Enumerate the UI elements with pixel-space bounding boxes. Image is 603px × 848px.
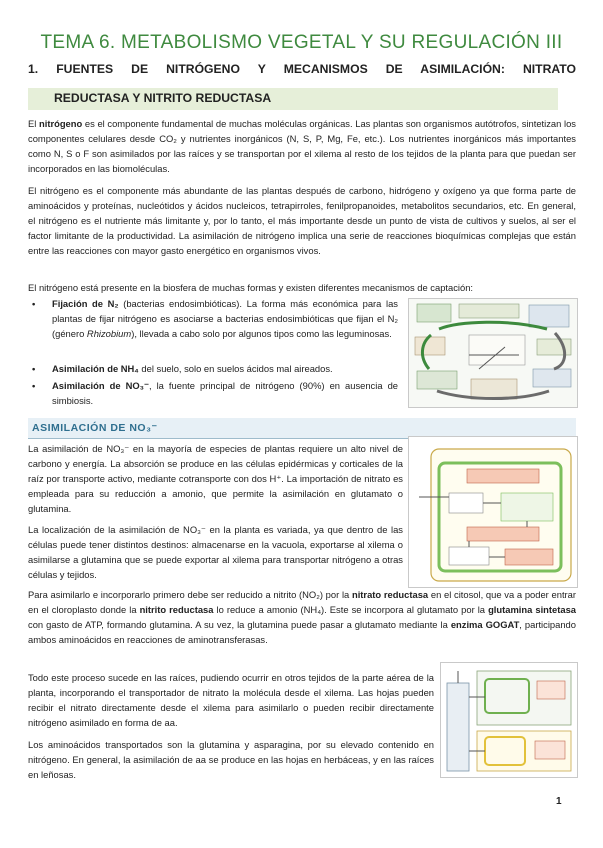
paragraph-root-process: Todo este proceso sucede en las raíces, pudiendo ocurrir en otros tejidos de la parte aérea de la planta, incorporando el transportador de nitrato la molécula desde el xilema. Las hojas pueden recibir el nitrato directamente desde el xilema para asimilarlo o pueden recibir directamente nitrógeno asimilado en forma de aa. xyxy=(28,672,434,729)
cell-nitrate-assimilation-figure xyxy=(408,436,578,588)
paragraph-no3-location: La localización de la asimilación de NO₃⁻ en la planta es variada, ya que dentro de las células puede tener distintos destinos: almacenarse en la vacuola, exportarse al xilema o asimilarse a glutamina que se puede exportar al xilema para transportar nitrógeno a otras células y tejidos. xyxy=(28,524,403,581)
section-heading-band xyxy=(28,88,558,110)
paragraph-nitrogen-intro: El nitrógeno es el componente fundamental de muchas moléculas orgánicas. Las plantas son organismos autótrofos, sintetizan los componentes celulares desde CO₂ y nutrientes inorgánicos (N, S, P, Mg, Fe, etc.). Los nutrientes inorgánicos más importantes como N, S o F son asimilados por las raíces y se transportan por el xilema al resto de los tejidos de la planta para que puedan ser incorporados en las biomoléculas. xyxy=(28,118,576,175)
bullet-no3-assimilation: • Asimilación de NO₃⁻, la fuente principal de nitrógeno (90%) en ausencia de simbiosis. xyxy=(52,378,398,408)
bullet-nh4-assimilation: • Asimilación de NH₄ del suelo, solo en suelos ácidos mal aireados. xyxy=(52,361,398,376)
root-leaf-transport-figure xyxy=(440,662,578,778)
nitrogen-cycle-figure xyxy=(408,298,578,408)
section-heading-line1: 1. FUENTES DE NITRÓGENO Y MECANISMOS DE ASIMILACIÓN: NITRATO xyxy=(28,62,576,76)
paragraph-nitrogen-abundance: El nitrógeno es el componente más abundante de las plantas después de carbono, hidrógeno y oxígeno ya que forma parte de aminoácidos y proteínas, nucleótidos y ácidos nucleicos, tetrapirroles, fenilpropanoides, metabolitos secundarios, etc. En general, el nitrógeno es el nutriente más limitante y, por lo tanto, el más importante desde un punto de vista de cultivos y suelos, al ser el factor limitante de la productividad. La asimilación de nitrógeno implica una serie de reacciones bioquímicas complejas que están entre las reacciones con mayor gasto energético en organismos vivos. xyxy=(28,185,576,257)
page-title: TEMA 6. METABOLISMO VEGETAL Y SU REGULACIÓN III xyxy=(40,32,563,53)
section-heading-line2: REDUCTASA Y NITRITO REDUCTASA xyxy=(54,91,272,105)
paragraph-nitrate-reduction: Para asimilarlo e incorporarlo primero debe ser reducido a nitrito (NO₂) por la nitrato reductasa en el citosol, que va a poder entrar en el cloroplasto donde la nitrito reductasa lo reduce a amonio (NH₄). Este se incorpora al glutamato por la glutamina sintetasa con gasto de ATP, formando glutamina. A su vez, la glutamina puede pasar a glutamato mediante la enzima GOGAT, participando ambos aminoácidos en reacciones de aminotransferasas. xyxy=(28,589,577,646)
paragraph-capture-mechanisms: El nitrógeno está presente en la biosfera de muchas formas y existen diferentes mecanismos de captación: xyxy=(28,282,474,293)
page-number: 1 xyxy=(556,796,562,807)
paragraph-no3-uptake: La asimilación de NO₃⁻ en la mayoría de especies de plantas requiere un alto nivel de carbono y energía. La absorción se produce en las células epidérmicas y corticales de la raíz por transporte activo, mediante cotransporte con dos H⁺. La importación de nitrato es empleada para su reducción a amonio, que permite la asimilación en glutamato o glutamina. xyxy=(28,443,403,515)
paragraph-aminoacid-transport: Los aminoácidos transportados son la glutamina y asparagina, por su elevado contenido en nitrógeno. En general, la asimilación de aa se produce en las hojas en herbáceas, y en las raíces en leñosas. xyxy=(28,739,434,781)
bullet-n2-fixation: • Fijación de N₂ (bacterias endosimbióticas). La forma más económica para las plantas de fijar nitrógeno es asociarse a bacterias endosimbióticas que fijan el N₂ (género Rhizobium), llevada a cabo solo por algunos tipos como las leguminosas. xyxy=(52,296,398,341)
section-heading-no3-assimilation: ASIMILACIÓN DE NO₃⁻ xyxy=(28,418,576,439)
